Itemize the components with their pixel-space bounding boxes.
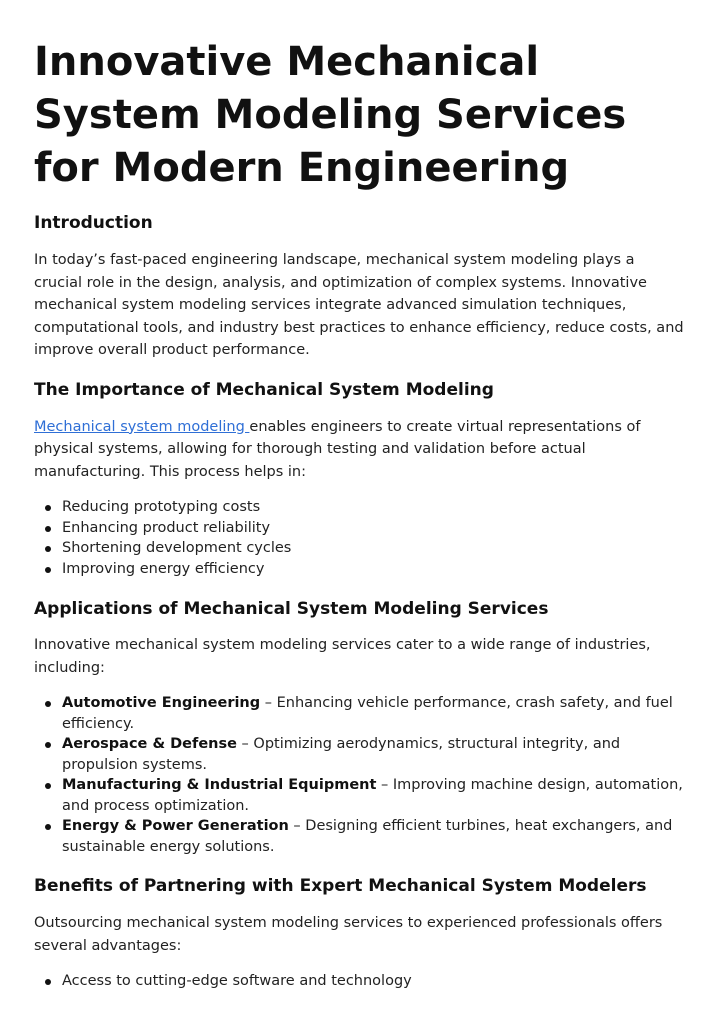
list-item bbox=[62, 734, 686, 775]
benefits-list bbox=[34, 971, 686, 992]
applications-list bbox=[34, 693, 686, 857]
importance-paragraph-text: enables engineers to create virtual representations of physical systems, allowing for thorough testing and validation before actual manufacturing. This process helps in: bbox=[34, 418, 641, 480]
list-item: Shortening development cycles bbox=[62, 538, 686, 559]
item-desc: – Enhancing vehicle performance, crash safety, and fuel efficiency. bbox=[62, 695, 673, 732]
item-term: Aerospace & Defense bbox=[62, 736, 237, 752]
list-item bbox=[62, 775, 686, 816]
intro-paragraph: In today’s fast-paced engineering landscape, mechanical system modeling plays a crucial role in the design, analysis, and optimization of complex systems. Innovative mechanical system modeling services integrate advanced simulation techniques, computational tools, and industry best practices to enhance efficiency, reduce costs, and improve overall product performance. bbox=[34, 252, 684, 358]
page-title: Innovative Mechanical System Modeling Services for Modern Engineering bbox=[34, 39, 627, 191]
intro-heading: Introduction bbox=[34, 213, 153, 233]
item-term: Automotive Engineering bbox=[62, 695, 261, 711]
importance-paragraph bbox=[34, 416, 686, 484]
item-term: Manufacturing & Industrial Equipment bbox=[62, 777, 377, 793]
list-item bbox=[62, 693, 686, 734]
applications-paragraph: Innovative mechanical system modeling services cater to a wide range of industries, including: bbox=[34, 637, 651, 676]
list-item bbox=[62, 816, 686, 857]
benefits-paragraph: Outsourcing mechanical system modeling services to experienced professionals offers several advantages: bbox=[34, 915, 663, 954]
applications-heading: Applications of Mechanical System Modeling Services bbox=[34, 599, 549, 619]
item-desc: – Improving machine design, automation, and process optimization. bbox=[62, 777, 683, 814]
importance-list bbox=[34, 497, 686, 579]
mechanical-system-modeling-link[interactable]: Mechanical system modeling bbox=[34, 418, 250, 435]
list-item: Enhancing product reliability bbox=[62, 518, 686, 539]
item-term: Energy & Power Generation bbox=[62, 818, 289, 834]
importance-heading: The Importance of Mechanical System Modeling bbox=[34, 379, 494, 400]
list-item: Access to cutting-edge software and technology bbox=[62, 971, 686, 992]
list-item: Improving energy efficiency bbox=[62, 559, 686, 580]
list-item: Reducing prototyping costs bbox=[62, 497, 686, 518]
item-desc: – Designing efficient turbines, heat exchangers, and sustainable energy solutions. bbox=[62, 818, 673, 855]
benefits-heading: Benefits of Partnering with Expert Mechanical System Modelers bbox=[34, 876, 647, 896]
item-desc: – Optimizing aerodynamics, structural integrity, and propulsion systems. bbox=[62, 736, 621, 773]
